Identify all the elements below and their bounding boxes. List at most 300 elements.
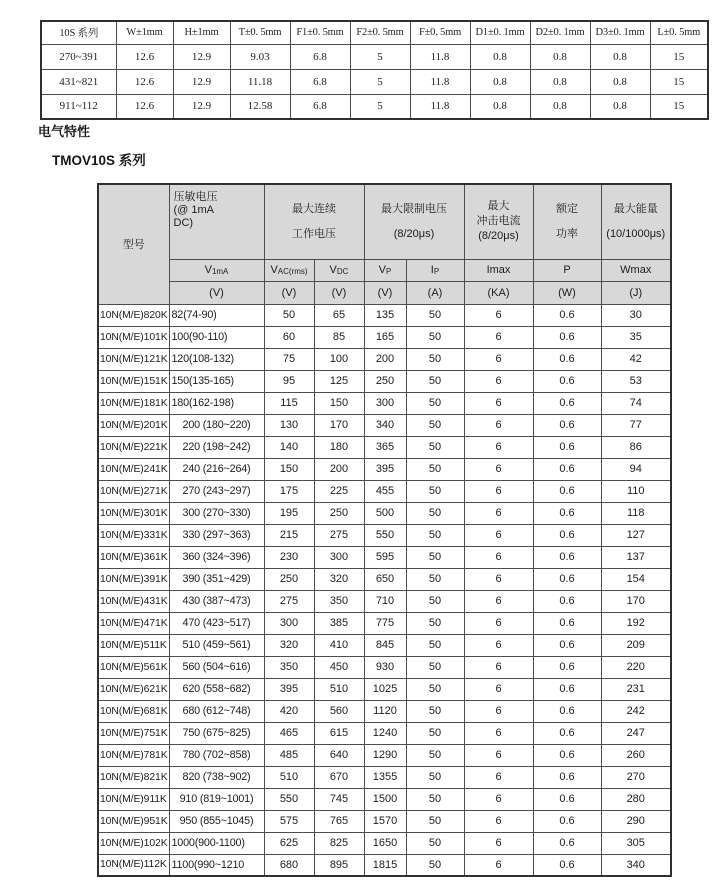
spec-value-cell: 640	[314, 744, 364, 766]
spec-value-cell: 1500	[364, 788, 406, 810]
spec-value-cell: 275	[314, 524, 364, 546]
spec-value-cell: 1100(990~1210	[169, 854, 264, 876]
spec-value-cell: 170	[601, 590, 671, 612]
spec-value-cell: 220	[601, 656, 671, 678]
spec-value-cell: 6	[464, 502, 533, 524]
model-column-header: 型号	[98, 184, 169, 304]
dim-column-header: F2±0. 5mm	[350, 21, 410, 44]
spec-value-cell: 0.6	[533, 590, 601, 612]
spec-value-cell: 6	[464, 766, 533, 788]
dim-value-cell: 0.8	[530, 69, 590, 94]
spec-value-cell: 300	[364, 392, 406, 414]
model-cell: 10N(M/E)301K	[98, 502, 169, 524]
spec-group-header-row	[98, 184, 671, 259]
spec-value-cell: 50	[406, 700, 464, 722]
spec-value-cell: 50	[406, 480, 464, 502]
spec-table-row	[98, 788, 671, 810]
spec-value-cell: 0.6	[533, 370, 601, 392]
spec-value-cell: 200	[314, 458, 364, 480]
spec-value-cell: 110	[601, 480, 671, 502]
spec-value-cell: 0.6	[533, 700, 601, 722]
spec-value-cell: 6	[464, 370, 533, 392]
spec-value-cell: 1240	[364, 722, 406, 744]
spec-table-row	[98, 568, 671, 590]
spec-value-cell: 6	[464, 832, 533, 854]
spec-value-cell: 50	[406, 502, 464, 524]
spec-value-cell: 300	[264, 612, 314, 634]
spec-table-row	[98, 854, 671, 876]
model-cell: 10N(M/E)431K	[98, 590, 169, 612]
spec-value-cell: 125	[314, 370, 364, 392]
spec-value-cell: 0.6	[533, 678, 601, 700]
model-cell: 10N(M/E)121K	[98, 348, 169, 370]
spec-group-header-cell: 最大限制电压 (8/20μs)	[364, 184, 464, 259]
dim-column-header: L±0. 5mm	[650, 21, 708, 44]
spec-table-row	[98, 832, 671, 854]
spec-value-cell: 290	[601, 810, 671, 832]
spec-value-cell: 35	[601, 326, 671, 348]
spec-value-cell: 242	[601, 700, 671, 722]
spec-value-cell: 775	[364, 612, 406, 634]
spec-value-cell: 6	[464, 634, 533, 656]
dim-row-label: 911~112	[41, 94, 116, 119]
spec-value-cell: 0.6	[533, 568, 601, 590]
spec-value-cell: 1815	[364, 854, 406, 876]
model-cell: 10N(M/E)911K	[98, 788, 169, 810]
spec-group-header-cell: 额定 功率	[533, 184, 601, 259]
spec-value-cell: 30	[601, 304, 671, 326]
spec-symbol-cell: $V_{DC}$	[314, 259, 364, 281]
dim-value-cell: 5	[350, 69, 410, 94]
spec-value-cell: 595	[364, 546, 406, 568]
spec-value-cell: 1355	[364, 766, 406, 788]
spec-value-cell: 650	[364, 568, 406, 590]
spec-value-cell: 0.6	[533, 326, 601, 348]
spec-value-cell: 53	[601, 370, 671, 392]
spec-value-cell: 50	[406, 788, 464, 810]
spec-value-cell: 6	[464, 348, 533, 370]
spec-value-cell: 625	[264, 832, 314, 854]
spec-value-cell: 930	[364, 656, 406, 678]
spec-table-row	[98, 700, 671, 722]
spec-table-row	[98, 722, 671, 744]
dim-value-cell: 12.6	[116, 94, 173, 119]
dim-value-cell: 0.8	[470, 94, 530, 119]
spec-value-cell: 175	[264, 480, 314, 502]
spec-value-cell: 127	[601, 524, 671, 546]
spec-value-cell: 231	[601, 678, 671, 700]
spec-unit-cell: (J)	[601, 281, 671, 304]
spec-value-cell: 50	[406, 524, 464, 546]
spec-value-cell: 510	[314, 678, 364, 700]
dim-value-cell: 0.8	[590, 94, 650, 119]
spec-value-cell: 300	[314, 546, 364, 568]
spec-value-cell: 270	[601, 766, 671, 788]
spec-unit-cell: (V)	[314, 281, 364, 304]
spec-value-cell: 470 (423~517)	[169, 612, 264, 634]
model-cell: 10N(M/E)951K	[98, 810, 169, 832]
spec-value-cell: 395	[264, 678, 314, 700]
spec-value-cell: 0.6	[533, 458, 601, 480]
spec-group-header-cell: 最大连续 工作电压	[264, 184, 364, 259]
dim-table-row	[41, 44, 708, 69]
spec-value-cell: 270 (243~297)	[169, 480, 264, 502]
spec-value-cell: 50	[406, 458, 464, 480]
spec-value-cell: 118	[601, 502, 671, 524]
spec-value-cell: 550	[264, 788, 314, 810]
model-cell: 10N(M/E)331K	[98, 524, 169, 546]
spec-value-cell: 250	[264, 568, 314, 590]
spec-value-cell: 150	[314, 392, 364, 414]
spec-value-cell: 200 (180~220)	[169, 414, 264, 436]
spec-value-cell: 6	[464, 590, 533, 612]
spec-value-cell: 60	[264, 326, 314, 348]
dim-value-cell: 15	[650, 44, 708, 69]
spec-unit-cell: (V)	[364, 281, 406, 304]
model-cell: 10N(M/E)511K	[98, 634, 169, 656]
spec-table-row	[98, 326, 671, 348]
spec-value-cell: 320	[314, 568, 364, 590]
spec-value-cell: 50	[406, 348, 464, 370]
spec-value-cell: 85	[314, 326, 364, 348]
spec-value-cell: 6	[464, 546, 533, 568]
model-cell: 10N(M/E)181K	[98, 392, 169, 414]
spec-symbol-cell: P	[533, 259, 601, 281]
spec-value-cell: 0.6	[533, 392, 601, 414]
dim-value-cell: 5	[350, 44, 410, 69]
spec-value-cell: 0.6	[533, 304, 601, 326]
spec-table-row	[98, 458, 671, 480]
spec-value-cell: 50	[406, 634, 464, 656]
series-subtitle: TMOV10S 系列	[52, 153, 146, 168]
spec-value-cell: 395	[364, 458, 406, 480]
spec-value-cell: 94	[601, 458, 671, 480]
spec-value-cell: 86	[601, 436, 671, 458]
dim-value-cell: 11.18	[230, 69, 290, 94]
spec-value-cell: 77	[601, 414, 671, 436]
dim-value-cell: 0.8	[530, 44, 590, 69]
spec-table-row	[98, 304, 671, 326]
spec-symbol-row	[98, 259, 671, 281]
spec-value-cell: 74	[601, 392, 671, 414]
dim-value-cell: 12.58	[230, 94, 290, 119]
spec-value-cell: 6	[464, 788, 533, 810]
spec-value-cell: 50	[406, 832, 464, 854]
model-cell: 10N(M/E)471K	[98, 612, 169, 634]
spec-value-cell: 745	[314, 788, 364, 810]
spec-table-row	[98, 392, 671, 414]
spec-value-cell: 0.6	[533, 480, 601, 502]
dim-row-label: 431~821	[41, 69, 116, 94]
spec-value-cell: 50	[406, 612, 464, 634]
spec-value-cell: 50	[406, 810, 464, 832]
spec-value-cell: 75	[264, 348, 314, 370]
spec-value-cell: 137	[601, 546, 671, 568]
model-cell: 10N(M/E)821K	[98, 766, 169, 788]
spec-value-cell: 215	[264, 524, 314, 546]
dimensions-table	[40, 20, 709, 120]
model-cell: 10N(M/E)621K	[98, 678, 169, 700]
spec-symbol-cell: $I_P$	[406, 259, 464, 281]
spec-unit-cell: (KA)	[464, 281, 533, 304]
spec-value-cell: 50	[406, 392, 464, 414]
spec-value-cell: 465	[264, 722, 314, 744]
spec-table-row	[98, 348, 671, 370]
spec-value-cell: 1000(900-1100)	[169, 832, 264, 854]
spec-value-cell: 510 (459~561)	[169, 634, 264, 656]
spec-table-row	[98, 502, 671, 524]
spec-value-cell: 65	[314, 304, 364, 326]
spec-value-cell: 0.6	[533, 832, 601, 854]
model-cell: 10N(M/E)391K	[98, 568, 169, 590]
spec-value-cell: 50	[406, 370, 464, 392]
spec-value-cell: 100(90-110)	[169, 326, 264, 348]
dim-row-label: 270~391	[41, 44, 116, 69]
spec-value-cell: 50	[406, 678, 464, 700]
spec-value-cell: 50	[406, 722, 464, 744]
dim-column-header: D1±0. 1mm	[470, 21, 530, 44]
dim-value-cell: 12.9	[173, 94, 230, 119]
model-cell: 10N(M/E)201K	[98, 414, 169, 436]
model-cell: 10N(M/E)112K	[98, 854, 169, 876]
spec-value-cell: 50	[406, 568, 464, 590]
dim-value-cell: 9.03	[230, 44, 290, 69]
spec-value-cell: 95	[264, 370, 314, 392]
spec-unit-cell: (V)	[169, 281, 264, 304]
spec-value-cell: 0.6	[533, 546, 601, 568]
model-cell: 10N(M/E)751K	[98, 722, 169, 744]
spec-value-cell: 50	[406, 744, 464, 766]
spec-value-cell: 365	[364, 436, 406, 458]
spec-value-cell: 170	[314, 414, 364, 436]
spec-value-cell: 280	[601, 788, 671, 810]
spec-value-cell: 50	[406, 436, 464, 458]
dim-column-header: W±1mm	[116, 21, 173, 44]
spec-value-cell: 510	[264, 766, 314, 788]
dim-value-cell: 0.8	[470, 44, 530, 69]
spec-unit-cell: (V)	[264, 281, 314, 304]
model-cell: 10N(M/E)101K	[98, 326, 169, 348]
spec-value-cell: 6	[464, 304, 533, 326]
spec-group-header-cell: 压敏电压 (@ 1mA DC)	[169, 184, 264, 259]
dim-value-cell: 6.8	[290, 69, 350, 94]
spec-value-cell: 680 (612~748)	[169, 700, 264, 722]
spec-symbol-cell: $V_P$	[364, 259, 406, 281]
spec-value-cell: 150	[264, 458, 314, 480]
dim-column-header: F±0. 5mm	[410, 21, 470, 44]
spec-table-row	[98, 480, 671, 502]
spec-symbol-cell: $V_{1mA}$	[169, 259, 264, 281]
spec-unit-row	[98, 281, 671, 304]
spec-value-cell: 670	[314, 766, 364, 788]
spec-value-cell: 42	[601, 348, 671, 370]
spec-value-cell: 6	[464, 612, 533, 634]
dim-value-cell: 15	[650, 69, 708, 94]
spec-value-cell: 6	[464, 656, 533, 678]
spec-value-cell: 450	[314, 656, 364, 678]
dim-column-header: H±1mm	[173, 21, 230, 44]
spec-table-row	[98, 612, 671, 634]
spec-value-cell: 50	[406, 326, 464, 348]
spec-value-cell: 6	[464, 326, 533, 348]
model-cell: 10N(M/E)781K	[98, 744, 169, 766]
spec-table-row	[98, 546, 671, 568]
spec-value-cell: 340	[601, 854, 671, 876]
spec-unit-cell: (A)	[406, 281, 464, 304]
spec-value-cell: 320	[264, 634, 314, 656]
spec-value-cell: 575	[264, 810, 314, 832]
spec-value-cell: 330 (297~363)	[169, 524, 264, 546]
spec-value-cell: 0.6	[533, 810, 601, 832]
dim-table-row	[41, 94, 708, 119]
spec-value-cell: 6	[464, 744, 533, 766]
spec-value-cell: 192	[601, 612, 671, 634]
spec-value-cell: 1025	[364, 678, 406, 700]
model-cell: 10N(M/E)820K	[98, 304, 169, 326]
dim-value-cell: 11.8	[410, 69, 470, 94]
spec-value-cell: 0.6	[533, 436, 601, 458]
spec-value-cell: 385	[314, 612, 364, 634]
spec-value-cell: 1290	[364, 744, 406, 766]
spec-value-cell: 225	[314, 480, 364, 502]
spec-table-row	[98, 634, 671, 656]
dim-value-cell: 12.9	[173, 69, 230, 94]
spec-value-cell: 430 (387~473)	[169, 590, 264, 612]
spec-value-cell: 845	[364, 634, 406, 656]
spec-value-cell: 6	[464, 810, 533, 832]
spec-value-cell: 455	[364, 480, 406, 502]
spec-value-cell: 820 (738~902)	[169, 766, 264, 788]
spec-value-cell: 250	[364, 370, 406, 392]
spec-value-cell: 390 (351~429)	[169, 568, 264, 590]
spec-value-cell: 150(135-165)	[169, 370, 264, 392]
dimensions-header-row	[41, 21, 708, 44]
spec-value-cell: 240 (216~264)	[169, 458, 264, 480]
spec-symbol-cell: Wmax	[601, 259, 671, 281]
spec-value-cell: 6	[464, 436, 533, 458]
spec-value-cell: 115	[264, 392, 314, 414]
spec-value-cell: 1570	[364, 810, 406, 832]
dim-value-cell: 12.6	[116, 44, 173, 69]
spec-value-cell: 560	[314, 700, 364, 722]
dim-value-cell: 0.8	[470, 69, 530, 94]
spec-value-cell: 550	[364, 524, 406, 546]
dim-value-cell: 12.9	[173, 44, 230, 69]
spec-value-cell: 680	[264, 854, 314, 876]
dim-table-row	[41, 69, 708, 94]
spec-value-cell: 230	[264, 546, 314, 568]
model-cell: 10N(M/E)241K	[98, 458, 169, 480]
spec-table-row	[98, 656, 671, 678]
spec-value-cell: 0.6	[533, 502, 601, 524]
spec-value-cell: 260	[601, 744, 671, 766]
spec-table-row	[98, 370, 671, 392]
spec-value-cell: 500	[364, 502, 406, 524]
spec-value-cell: 82(74-90)	[169, 304, 264, 326]
spec-table-row	[98, 436, 671, 458]
spec-value-cell: 620 (558~682)	[169, 678, 264, 700]
dim-column-header: F1±0. 5mm	[290, 21, 350, 44]
spec-value-cell: 50	[406, 854, 464, 876]
spec-value-cell: 195	[264, 502, 314, 524]
spec-value-cell: 6	[464, 524, 533, 546]
spec-value-cell: 485	[264, 744, 314, 766]
spec-value-cell: 130	[264, 414, 314, 436]
spec-value-cell: 0.6	[533, 744, 601, 766]
spec-value-cell: 305	[601, 832, 671, 854]
spec-value-cell: 154	[601, 568, 671, 590]
spec-value-cell: 247	[601, 722, 671, 744]
dim-value-cell: 0.8	[590, 69, 650, 94]
spec-value-cell: 275	[264, 590, 314, 612]
spec-value-cell: 560 (504~616)	[169, 656, 264, 678]
dim-value-cell: 6.8	[290, 94, 350, 119]
model-cell: 10N(M/E)221K	[98, 436, 169, 458]
electrical-spec-table	[97, 183, 672, 877]
dim-value-cell: 11.8	[410, 94, 470, 119]
spec-table-row	[98, 810, 671, 832]
spec-value-cell: 300 (270~330)	[169, 502, 264, 524]
spec-value-cell: 350	[264, 656, 314, 678]
spec-value-cell: 100	[314, 348, 364, 370]
spec-value-cell: 420	[264, 700, 314, 722]
spec-value-cell: 50	[264, 304, 314, 326]
model-cell: 10N(M/E)681K	[98, 700, 169, 722]
spec-value-cell: 50	[406, 766, 464, 788]
spec-value-cell: 220 (198~242)	[169, 436, 264, 458]
spec-group-header-cell: 最大 冲击电流 (8/20μs)	[464, 184, 533, 259]
spec-value-cell: 50	[406, 546, 464, 568]
spec-value-cell: 710	[364, 590, 406, 612]
spec-value-cell: 120(108-132)	[169, 348, 264, 370]
spec-table-row	[98, 744, 671, 766]
spec-value-cell: 0.6	[533, 348, 601, 370]
spec-table-row	[98, 524, 671, 546]
dim-value-cell: 12.6	[116, 69, 173, 94]
spec-group-header-cell: 最大能量 (10/1000μs)	[601, 184, 671, 259]
spec-value-cell: 0.6	[533, 788, 601, 810]
spec-symbol-cell: $V_{AC(rms)}$	[264, 259, 314, 281]
dim-column-header: T±0. 5mm	[230, 21, 290, 44]
dim-value-cell: 0.8	[530, 94, 590, 119]
dim-value-cell: 11.8	[410, 44, 470, 69]
spec-value-cell: 0.6	[533, 656, 601, 678]
spec-value-cell: 209	[601, 634, 671, 656]
spec-value-cell: 6	[464, 414, 533, 436]
spec-value-cell: 910 (819~1001)	[169, 788, 264, 810]
spec-value-cell: 780 (702~858)	[169, 744, 264, 766]
spec-value-cell: 50	[406, 304, 464, 326]
spec-value-cell: 360 (324~396)	[169, 546, 264, 568]
spec-value-cell: 950 (855~1045)	[169, 810, 264, 832]
spec-table-row	[98, 678, 671, 700]
spec-value-cell: 250	[314, 502, 364, 524]
spec-value-cell: 6	[464, 678, 533, 700]
spec-value-cell: 135	[364, 304, 406, 326]
spec-value-cell: 1650	[364, 832, 406, 854]
spec-value-cell: 6	[464, 854, 533, 876]
spec-value-cell: 0.6	[533, 634, 601, 656]
spec-value-cell: 410	[314, 634, 364, 656]
spec-value-cell: 0.6	[533, 612, 601, 634]
model-cell: 10N(M/E)361K	[98, 546, 169, 568]
spec-value-cell: 0.6	[533, 414, 601, 436]
spec-value-cell: 895	[314, 854, 364, 876]
model-cell: 10N(M/E)271K	[98, 480, 169, 502]
spec-value-cell: 0.6	[533, 766, 601, 788]
spec-symbol-cell: Imax	[464, 259, 533, 281]
spec-value-cell: 340	[364, 414, 406, 436]
